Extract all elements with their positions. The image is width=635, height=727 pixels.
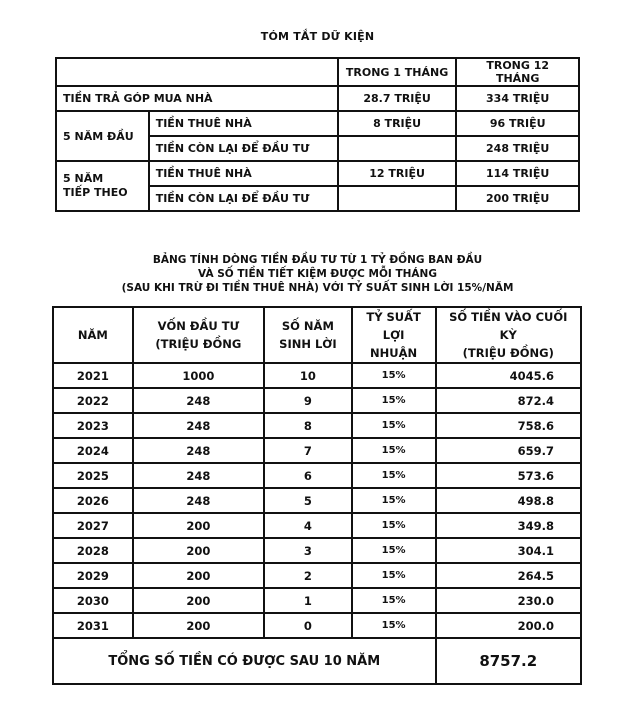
group2-label-line2: TIẾP THEO xyxy=(63,186,128,199)
table-row xyxy=(53,588,581,613)
cashflow-title-line3: (SAU KHI TRỪ ĐI TIỀN THUÊ NHÀ) VỚI TỶ SUẤT SINH LỜI 15%/NĂM xyxy=(121,282,514,294)
group2-invest-year: 200 TRIỆU xyxy=(456,186,579,211)
cell-rate: 15% xyxy=(352,363,436,388)
cashflow-header-row xyxy=(53,307,581,363)
group2-invest-month xyxy=(338,186,457,211)
header-years xyxy=(264,307,352,363)
cell-end: 4045.6 xyxy=(436,363,581,388)
summary-header-year: TRONG 12 THÁNG xyxy=(456,58,579,86)
table-row xyxy=(53,438,581,463)
cell-years: 7 xyxy=(264,438,352,463)
cell-capital: 200 xyxy=(133,513,264,538)
cell-capital: 1000 xyxy=(133,363,264,388)
cell-capital: 248 xyxy=(133,488,264,513)
header-capital-line2: (TRIỆU ĐỒNG xyxy=(155,337,242,351)
summary-header-month: TRONG 1 THÁNG xyxy=(338,58,457,86)
cell-end: 758.6 xyxy=(436,413,581,438)
total-label: TỔNG SỐ TIỀN CÓ ĐƯỢC SAU 10 NĂM xyxy=(53,638,436,684)
group1-invest-label: TIỀN CÒN LẠI ĐỂ ĐẦU TƯ xyxy=(149,136,338,161)
table-row xyxy=(53,413,581,438)
cell-capital: 200 xyxy=(133,563,264,588)
cell-years: 10 xyxy=(264,363,352,388)
table-row xyxy=(53,363,581,388)
total-value: 8757.2 xyxy=(436,638,581,684)
cell-capital: 248 xyxy=(133,413,264,438)
group2-label-line1: 5 NĂM xyxy=(63,172,104,185)
cell-year: 2021 xyxy=(53,363,133,388)
cashflow-title-line1: BẢNG TÍNH DÒNG TIỀN ĐẦU TƯ TỪ 1 TỶ ĐỒNG BAN ĐẦU xyxy=(152,254,483,266)
cell-rate: 15% xyxy=(352,588,436,613)
cell-capital: 200 xyxy=(133,588,264,613)
group2-rent-label: TIỀN THUÊ NHÀ xyxy=(149,161,338,186)
table-row xyxy=(53,613,581,638)
group1-rent-month: 8 TRIỆU xyxy=(338,111,457,136)
cell-end: 304.1 xyxy=(436,538,581,563)
cell-years: 6 xyxy=(264,463,352,488)
cell-end: 349.8 xyxy=(436,513,581,538)
table-row xyxy=(53,388,581,413)
cell-rate: 15% xyxy=(352,438,436,463)
cell-rate: 15% xyxy=(352,463,436,488)
table-row xyxy=(53,463,581,488)
cell-end: 264.5 xyxy=(436,563,581,588)
summary-row-group2-rent xyxy=(56,161,579,186)
cashflow-table xyxy=(52,306,582,685)
group1-label: 5 NĂM ĐẦU xyxy=(56,111,149,161)
cashflow-title-line2: VÀ SỐ TIỀN TIẾT KIỆM ĐƯỢC MỖI THÁNG xyxy=(198,268,437,280)
header-capital xyxy=(133,307,264,363)
cell-rate: 15% xyxy=(352,538,436,563)
cell-end: 230.0 xyxy=(436,588,581,613)
cell-rate: 15% xyxy=(352,513,436,538)
header-rate-line1: TỶ SUẤT xyxy=(366,310,421,324)
cell-year: 2030 xyxy=(53,588,133,613)
cell-year: 2028 xyxy=(53,538,133,563)
cell-end: 200.0 xyxy=(436,613,581,638)
cell-rate: 15% xyxy=(352,388,436,413)
table-row xyxy=(53,488,581,513)
cell-year: 2027 xyxy=(53,513,133,538)
cell-capital: 248 xyxy=(133,388,264,413)
group1-invest-year: 248 TRIỆU xyxy=(456,136,579,161)
mortgage-year: 334 TRIỆU xyxy=(456,86,579,111)
header-end-line1: SỐ TIỀN VÀO CUỐI KỲ xyxy=(449,310,568,342)
header-rate xyxy=(352,307,436,363)
cell-years: 1 xyxy=(264,588,352,613)
header-end-line2: (TRIỆU ĐỒNG) xyxy=(462,346,554,360)
cashflow-body xyxy=(53,363,581,638)
cell-year: 2022 xyxy=(53,388,133,413)
group2-label xyxy=(56,161,149,211)
cell-end: 872.4 xyxy=(436,388,581,413)
cell-capital: 248 xyxy=(133,463,264,488)
cell-capital: 200 xyxy=(133,613,264,638)
cell-years: 9 xyxy=(264,388,352,413)
cashflow-title xyxy=(0,253,635,295)
cell-end: 573.6 xyxy=(436,463,581,488)
summary-table xyxy=(55,57,580,212)
header-years-line2: SINH LỜI xyxy=(279,337,337,351)
cell-years: 3 xyxy=(264,538,352,563)
table-row xyxy=(53,513,581,538)
cell-year: 2023 xyxy=(53,413,133,438)
header-capital-line1: VỐN ĐẦU TƯ xyxy=(157,319,240,333)
cell-years: 4 xyxy=(264,513,352,538)
cell-years: 0 xyxy=(264,613,352,638)
header-years-line1: SỐ NĂM xyxy=(281,319,334,333)
cell-end: 659.7 xyxy=(436,438,581,463)
group1-rent-year: 96 TRIỆU xyxy=(456,111,579,136)
cell-rate: 15% xyxy=(352,413,436,438)
mortgage-month: 28.7 TRIỆU xyxy=(338,86,457,111)
cell-years: 8 xyxy=(264,413,352,438)
summary-row-mortgage xyxy=(56,86,579,111)
table-row xyxy=(53,563,581,588)
header-rate-line2: LỢI NHUẬN xyxy=(370,328,418,360)
group2-rent-month: 12 TRIỆU xyxy=(338,161,457,186)
group2-invest-label: TIỀN CÒN LẠI ĐỂ ĐẦU TƯ xyxy=(149,186,338,211)
table-row xyxy=(53,538,581,563)
summary-header-row xyxy=(56,58,579,86)
header-end xyxy=(436,307,581,363)
cell-capital: 200 xyxy=(133,538,264,563)
cell-capital: 248 xyxy=(133,438,264,463)
total-row xyxy=(53,638,581,684)
cell-end: 498.8 xyxy=(436,488,581,513)
summary-header-blank xyxy=(56,58,338,86)
summary-row-group1-rent xyxy=(56,111,579,136)
cell-year: 2026 xyxy=(53,488,133,513)
cell-year: 2029 xyxy=(53,563,133,588)
cell-years: 2 xyxy=(264,563,352,588)
cell-rate: 15% xyxy=(352,613,436,638)
cell-year: 2025 xyxy=(53,463,133,488)
cell-rate: 15% xyxy=(352,488,436,513)
cell-years: 5 xyxy=(264,488,352,513)
cell-rate: 15% xyxy=(352,563,436,588)
group1-rent-label: TIỀN THUÊ NHÀ xyxy=(149,111,338,136)
cell-year: 2031 xyxy=(53,613,133,638)
summary-title: TÓM TẮT DỮ KIỆN xyxy=(260,30,375,43)
group2-rent-year: 114 TRIỆU xyxy=(456,161,579,186)
group1-invest-month xyxy=(338,136,457,161)
mortgage-label: TIỀN TRẢ GÓP MUA NHÀ xyxy=(56,86,338,111)
cell-year: 2024 xyxy=(53,438,133,463)
header-year: NĂM xyxy=(53,307,133,363)
